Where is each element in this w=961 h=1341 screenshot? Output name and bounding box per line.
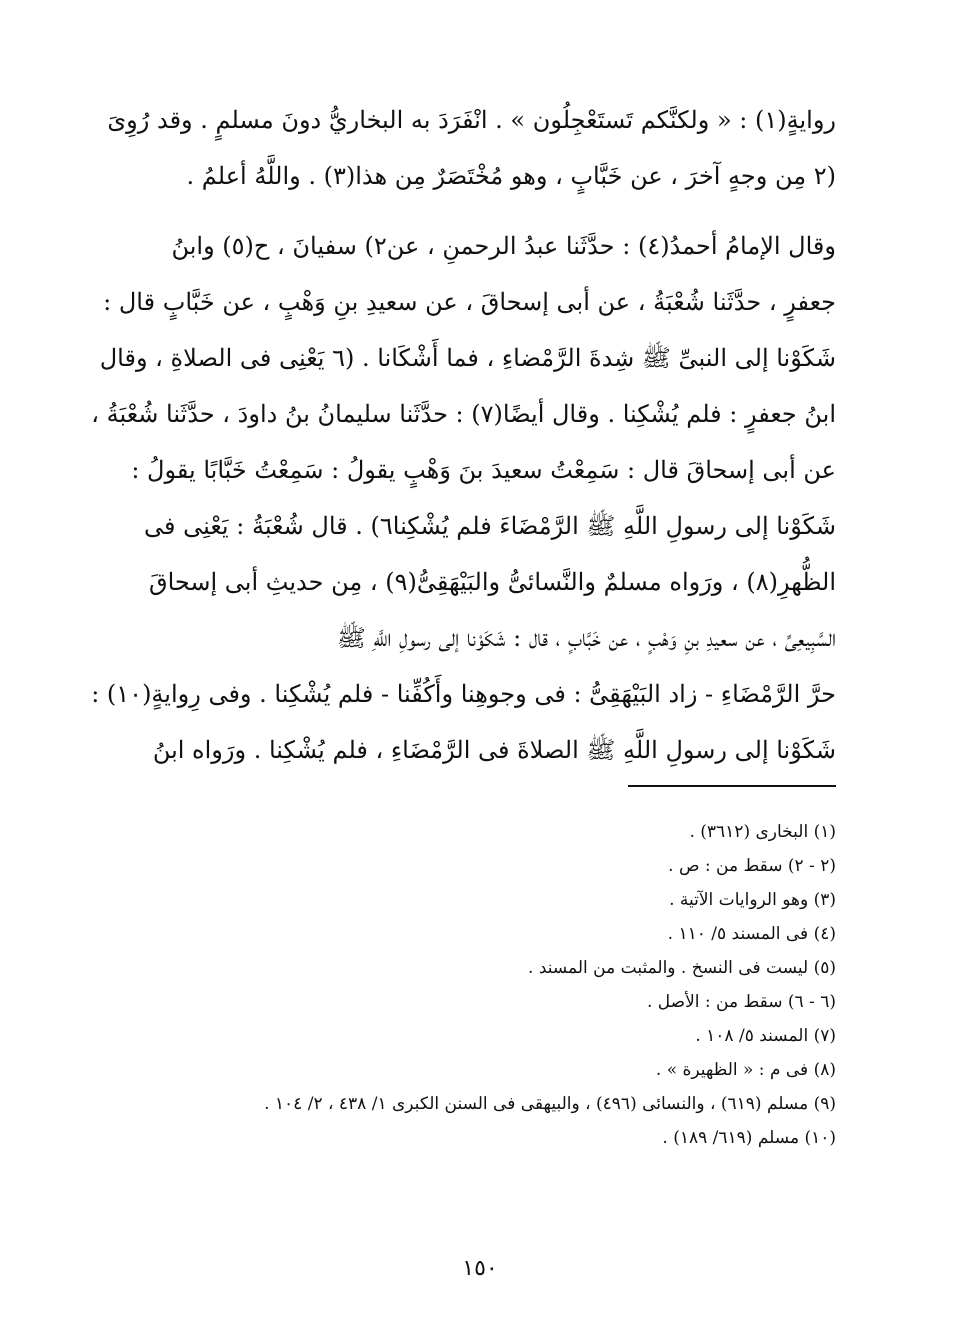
text-line-2: (٢ مِن وجهٍ آخرَ ، عن خَبَّابٍ ، وهو مُخْتَصَرٌ مِن هذا(٣) . واللَّهُ أعلمُ . (186, 162, 836, 190)
footnote-10: (١٠) مسلم (٦١٩/ ١٨٩) . (662, 1128, 836, 1148)
text-line-12: شَكَوْنا إلى رسولِ اللَّهِ ﷺ الصلاةَ فى الرَّمْضَاءِ ، فلم يُشْكِنا . ورَواه ابنُ (152, 736, 836, 764)
text-line-10: السَّبِيعِىِّ ، عن سعيدِ بنِ وَهْبٍ ، عن خَبَّابٍ ، قال : شَكَوْنا إلى رسولِ اللَّهِ ﷺ (336, 624, 836, 652)
footnote-7: (٧) المسند ٥/ ١٠٨ . (695, 1026, 836, 1046)
footnote-9: (٩) مسلم (٦١٩) ، والنسائى (٤٩٦) ، والبيهقى فى السنن الكبرى ١/ ٤٣٨ ، ٢/ ١٠٤ . (264, 1094, 836, 1114)
main-text (91, 92, 836, 778)
footnote-5: (٥) ليست فى النسخ . والمثبت من المسند . (528, 958, 836, 978)
footnote-3: (٣) وهو الروايات الآتية . (669, 890, 836, 910)
footnote-2: (٢ - ٢) سقط من : ص . (668, 856, 836, 876)
text-line-3: وقال الإمامُ أحمدُ(٤) : حدَّثَنا عبدُ الرحمنِ ، عن٢) سفيانَ ، ح(٥) وابنُ (171, 232, 836, 260)
text-line-9: الظُّهرِ(٨) ، ورَواه مسلمٌ والنَّسائىُّ والبَيْهَقِىُّ(٩) ، مِن حديثِ أبى إسحاقَ (148, 568, 836, 596)
text-line-1: روايةٍ(١) : « ولكنَّكم تَستَعْجِلُون » . انْفَرَدَ به البخاريُّ دونَ مسلمٍ . وقد رُوِىَ (107, 106, 836, 134)
footnote-1: (١) البخارى (٣٦١٢) . (689, 822, 836, 842)
text-line-5: شَكَوْنا إلى النبىِّ ﷺ شِدةَ الرَّمْضاءِ ، فما أَشْكَانا . (٦ يَعْنِى فى الصلاةِ ، وقال (99, 344, 836, 372)
text-line-6: ابنُ جعفرٍ : فلم يُشْكِنا . وقال أيضًا(٧) : حدَّثَنا سليمانُ بنُ داودَ ، حدَّثَنا شُعْبَةُ ، (91, 400, 836, 428)
text-line-11: حرَّ الرَّمْضَاءِ - زاد البَيْهَقِىُّ : فى وجوهِنا وأَكُفِّنا - فلم يُشْكِنا . وفى رِوايةٍ(١٠) : (91, 680, 836, 708)
footnote-6: (٦ - ٦) سقط من : الأصل . (646, 992, 836, 1012)
text-line-4: جعفرٍ ، حدَّثَنا شُعْبَةُ ، عن أبى إسحاقَ ، عن سعيدِ بنِ وَهْبٍ ، عن خَبَّابٍ قال : (103, 288, 836, 316)
footnotes (120, 815, 836, 1155)
text-line-7: عن أبى إسحاقَ قال : سَمِعْتُ سعيدَ بنَ وَهْبٍ يقولُ : سَمِعْتُ خَبَّابًا يقولُ : (131, 456, 836, 484)
footnote-8: (٨) فى م : « الظهيرة » . (655, 1060, 836, 1080)
footnote-separator (628, 785, 836, 787)
page-number: ١٥٠ (462, 1256, 498, 1281)
text-line-8: شَكَوْنا إلى رسولِ اللَّهِ ﷺ الرَّمْضَاءَ فلم يُشْكِنا٦) . قال شُعْبَةُ : يَعْنِى فى (144, 512, 836, 540)
footnote-4: (٤) فى المسند ٥/ ١١٠ . (667, 924, 836, 944)
